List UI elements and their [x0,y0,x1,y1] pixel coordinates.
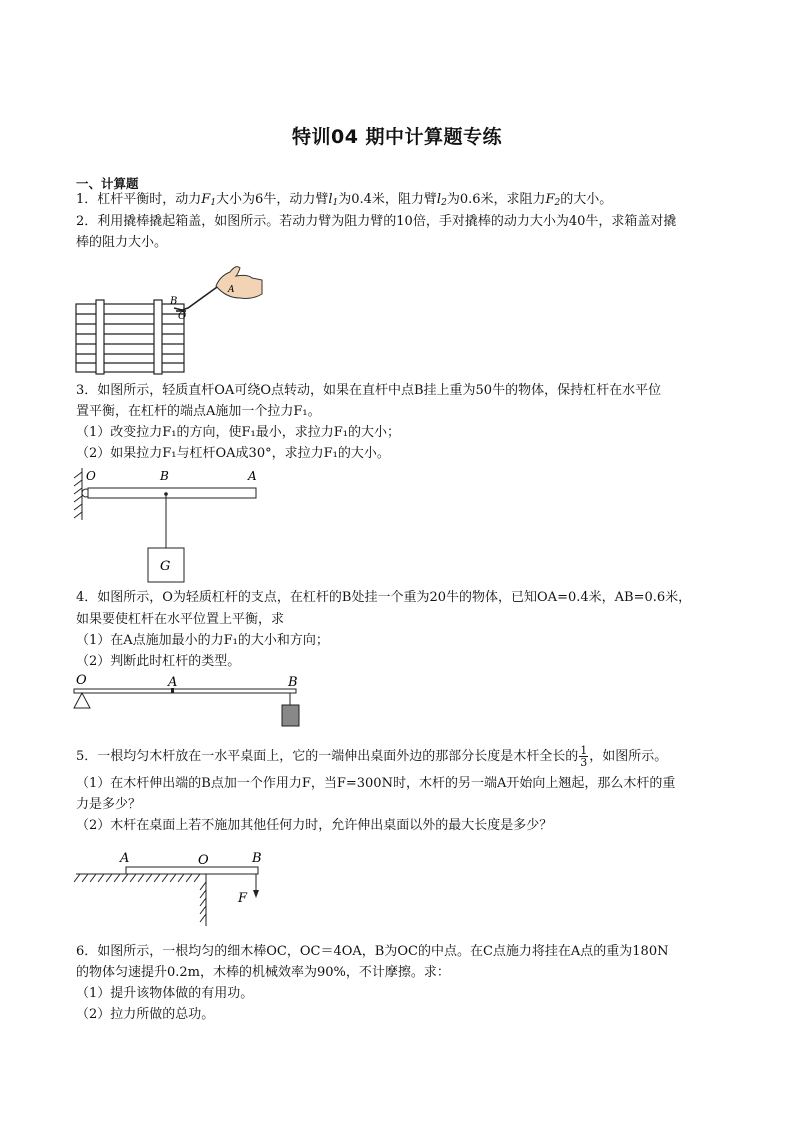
question-6-line-2: 的物体匀速提升0.2m，木棒的机械效率为90%，不计摩擦。求： [76,965,450,980]
page-title: 特训04 期中计算题专练 [291,126,503,148]
hand-icon [216,267,262,299]
label-o: O [76,673,87,688]
label-a: A [168,675,178,690]
question-6-line-1: 6．如图所示，一根均匀的细木棒OC，OC＝4OA，B为OC的中点。在C点施力将挂在A点的重为180N [76,944,669,959]
question-4-sub-2: （2）判断此时杠杆的类型。 [76,654,241,669]
label-b: B [288,675,298,690]
question-4-sub-1: （1）在A点施加最小的力F₁的大小和方向； [76,633,329,648]
label-o: O [198,853,209,868]
question-5-line-1: 5．一根均匀木杆放在一水平桌面上，它的一端伸出桌面外边的那部分长度是木杆全长的 $\frac{1}{3}$ ，如图所示。 [76,744,668,769]
label-o: O [86,469,96,483]
fraction-one-third: $\frac{1}{3}$ [580,744,588,769]
label-b: B [252,851,262,866]
wooden-rod [126,867,258,874]
wooden-crate [76,300,187,374]
question-5-sub-2: （2）木杆在桌面上若不施加其他任何力时，允许伸出桌面以外的最大长度是多少？ [76,818,553,833]
label-b: B [170,296,178,307]
section-heading: 一、计算题 [76,176,139,191]
label-b: B [160,469,169,483]
question-4-line-1: 4．如图所示，O为轻质杠杆的支点，在杠杆的B处挂一个重为20牛的物体，已知OA=0.4米，AB=0.6米， [76,590,692,605]
wall [74,468,82,520]
question-2-line-2: 棒的阻力大小。 [76,235,168,250]
question-3-line-2: 置平衡，在杠杆的端点A施加一个拉力F₁。 [76,404,321,419]
label-a: A [248,469,257,483]
question-3-sub-1: （1）改变拉力F₁的方向，使F₁最小，求拉力F₁的大小； [76,425,400,440]
question-5-sub-1b: 力是多少？ [76,797,142,812]
question-2-line-1: 2．利用撬棒撬起箱盖，如图所示。若动力臂为阻力臂的10倍，手对撬棒的动力大小为40牛，求箱盖对撬 [76,214,677,229]
weight-label: G [160,559,171,574]
table-rod-figure [74,846,274,930]
question-6-sub-2: （2）拉力所做的总功。 [76,1007,215,1022]
question-1: 1．杠杆平衡时，动力$F_1$大小为6牛，动力臂$l_1$为0.4米，阻力臂$l_2$为0.6米，求阻力$F_2$的大小。 [76,192,613,208]
question-5-sub-1a: （1）在木杆伸出端的B点加一个作用力F，当F=300N时，木杆的另一端A开始向上翘起，那么木杆的重 [76,776,676,791]
question-6-sub-1: （1）提升该物体做的有用功。 [76,986,254,1001]
question-3-sub-2: （2）如果拉力F₁与杠杆OA成30°，求拉力F₁的大小。 [76,446,390,461]
label-f: F [238,891,248,906]
lever-oab-figure [70,670,310,730]
label-o: O [178,311,187,322]
lever-bar [74,689,296,693]
fulcrum-triangle [74,693,90,708]
crowbar-crate-figure [74,262,264,374]
table-surface [74,874,206,926]
question-4-line-2: 如果要使杠杆在水平位置上平衡，求 [76,612,285,627]
question-3-line-1: 3．如图所示，轻质直杆OA可绕O点转动，如果在直杆中点B挂上重为50牛的物体，保持杠杆在水平位 [76,383,662,398]
force-arrow-head [253,890,259,898]
lever-bar [88,488,256,498]
label-a: A [228,285,235,295]
weight-box [282,705,299,726]
lever-oa-figure [70,466,270,586]
label-a: A [120,851,130,866]
